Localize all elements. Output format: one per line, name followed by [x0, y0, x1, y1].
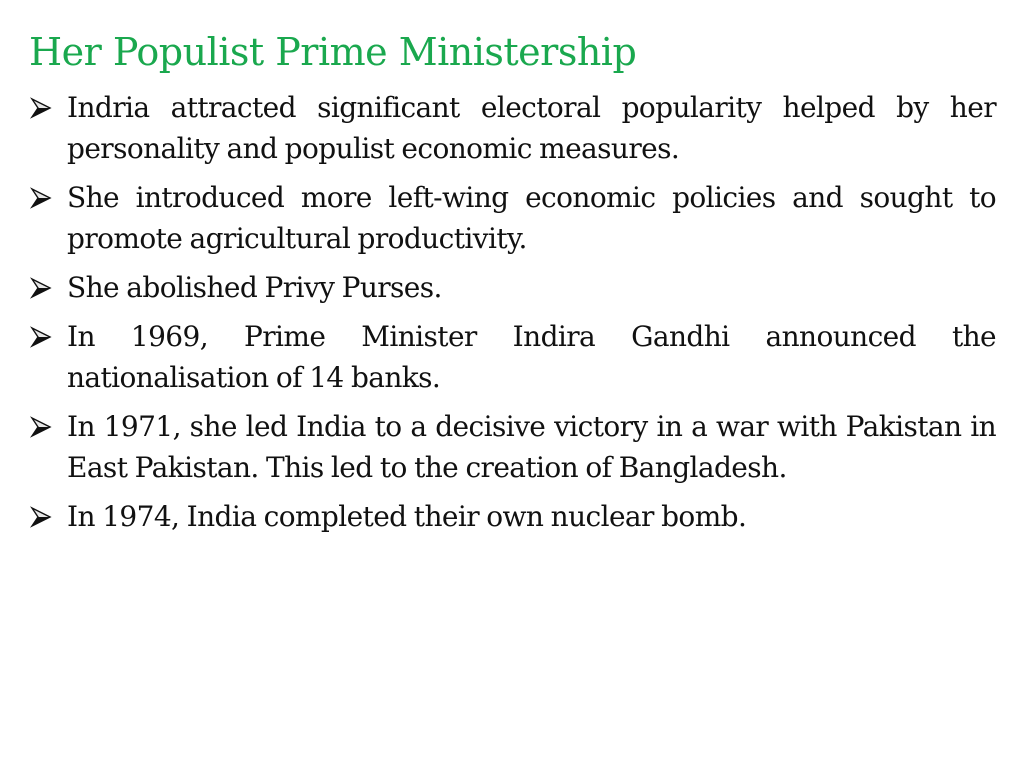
arrow-bullet-icon [30, 187, 52, 209]
bullet-text: In 1969, Prime Minister Indira Gandhi announced the nationalisation of 14 banks. [67, 320, 996, 394]
bullet-item [30, 267, 996, 308]
bullet-item [30, 316, 996, 398]
arrow-bullet-icon [30, 416, 52, 438]
bullet-item [30, 406, 996, 488]
bullet-text: In 1971, she led India to a decisive victory in a war with Pakistan in East Pakistan. This led to the creation of Bangladesh. [67, 410, 996, 484]
bullet-text: She introduced more left-wing economic policies and sought to promote agricultural productivity. [67, 181, 996, 255]
bullet-item [30, 177, 996, 259]
slide-title: Her Populist Prime Ministership [29, 30, 637, 74]
bullet-list [30, 87, 996, 545]
bullet-text: She abolished Privy Purses. [67, 271, 442, 304]
bullet-item [30, 496, 996, 537]
arrow-bullet-icon [30, 97, 52, 119]
bullet-text: Indria attracted significant electoral popularity helped by her personality and populist economic measures. [67, 91, 996, 165]
arrow-bullet-icon [30, 277, 52, 299]
arrow-bullet-icon [30, 506, 52, 528]
bullet-item [30, 87, 996, 169]
bullet-text: In 1974, India completed their own nuclear bomb. [67, 500, 747, 533]
arrow-bullet-icon [30, 326, 52, 348]
